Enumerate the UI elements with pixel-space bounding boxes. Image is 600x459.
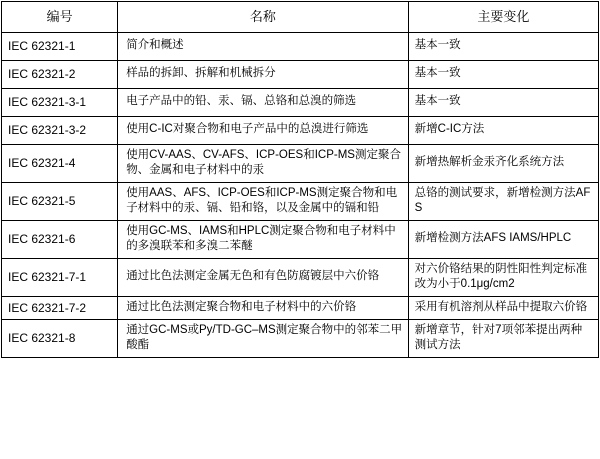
cell-code: IEC 62321-7-2 <box>2 296 118 319</box>
cell-code: IEC 62321-5 <box>2 182 118 220</box>
table-header-row <box>2 2 599 33</box>
cell-code: IEC 62321-8 <box>2 319 118 357</box>
cell-name: 通过比色法测定金属无色和有色防腐镀层中六价铬 <box>118 258 408 296</box>
cell-name: 使用C-IC对聚合物和电子产品中的总溴进行筛选 <box>118 116 408 144</box>
cell-code: IEC 62321-3-2 <box>2 116 118 144</box>
cell-change: 新增检测方法AFS IAMS/HPLC <box>408 220 598 258</box>
table-row <box>2 182 599 220</box>
table-row <box>2 319 599 357</box>
cell-code: IEC 62321-7-1 <box>2 258 118 296</box>
cell-name: 样品的拆卸、拆解和机械拆分 <box>118 60 408 88</box>
table-row <box>2 32 599 60</box>
cell-change: 总铬的测试要求，新增检测方法AFS <box>408 182 598 220</box>
cell-name: 简介和概述 <box>118 32 408 60</box>
standards-table <box>1 1 599 358</box>
cell-name: 电子产品中的铅、汞、镉、总铬和总溴的筛选 <box>118 88 408 116</box>
cell-name: 使用GC-MS、IAMS和HPLC测定聚合物和电子材料中的多溴联苯和多溴二苯醚 <box>118 220 408 258</box>
table-row <box>2 258 599 296</box>
column-header-name: 名称 <box>118 2 408 33</box>
table-row <box>2 116 599 144</box>
table-row <box>2 60 599 88</box>
table-row <box>2 296 599 319</box>
cell-code: IEC 62321-2 <box>2 60 118 88</box>
cell-name: 使用CV-AAS、CV-AFS、ICP-OES和ICP-MS测定聚合物、金属和电子材料中的汞 <box>118 144 408 182</box>
cell-change: 新增热解析金汞齐化系统方法 <box>408 144 598 182</box>
cell-change: 新增章节，针对7项邻苯提出两种测试方法 <box>408 319 598 357</box>
cell-code: IEC 62321-6 <box>2 220 118 258</box>
table-row <box>2 144 599 182</box>
cell-code: IEC 62321-4 <box>2 144 118 182</box>
cell-change: 新增C-IC方法 <box>408 116 598 144</box>
column-header-change: 主要变化 <box>408 2 598 33</box>
cell-name: 通过比色法测定聚合物和电子材料中的六价铬 <box>118 296 408 319</box>
cell-code: IEC 62321-3-1 <box>2 88 118 116</box>
cell-code: IEC 62321-1 <box>2 32 118 60</box>
cell-change: 基本一致 <box>408 60 598 88</box>
table-row <box>2 220 599 258</box>
cell-change: 对六价铬结果的阴性阳性判定标准改为小于0.1μg/cm2 <box>408 258 598 296</box>
cell-change: 基本一致 <box>408 88 598 116</box>
cell-change: 采用有机溶剂从样品中提取六价铬 <box>408 296 598 319</box>
cell-name: 使用AAS、AFS、ICP-OES和ICP-MS测定聚合物和电子材料中的汞、镉、铅和铬，以及金属中的镉和铅 <box>118 182 408 220</box>
table-row <box>2 88 599 116</box>
column-header-code: 编号 <box>2 2 118 33</box>
cell-change: 基本一致 <box>408 32 598 60</box>
cell-name: 通过GC-MS或Py/TD-GC–MS测定聚合物中的邻苯二甲酸酯 <box>118 319 408 357</box>
